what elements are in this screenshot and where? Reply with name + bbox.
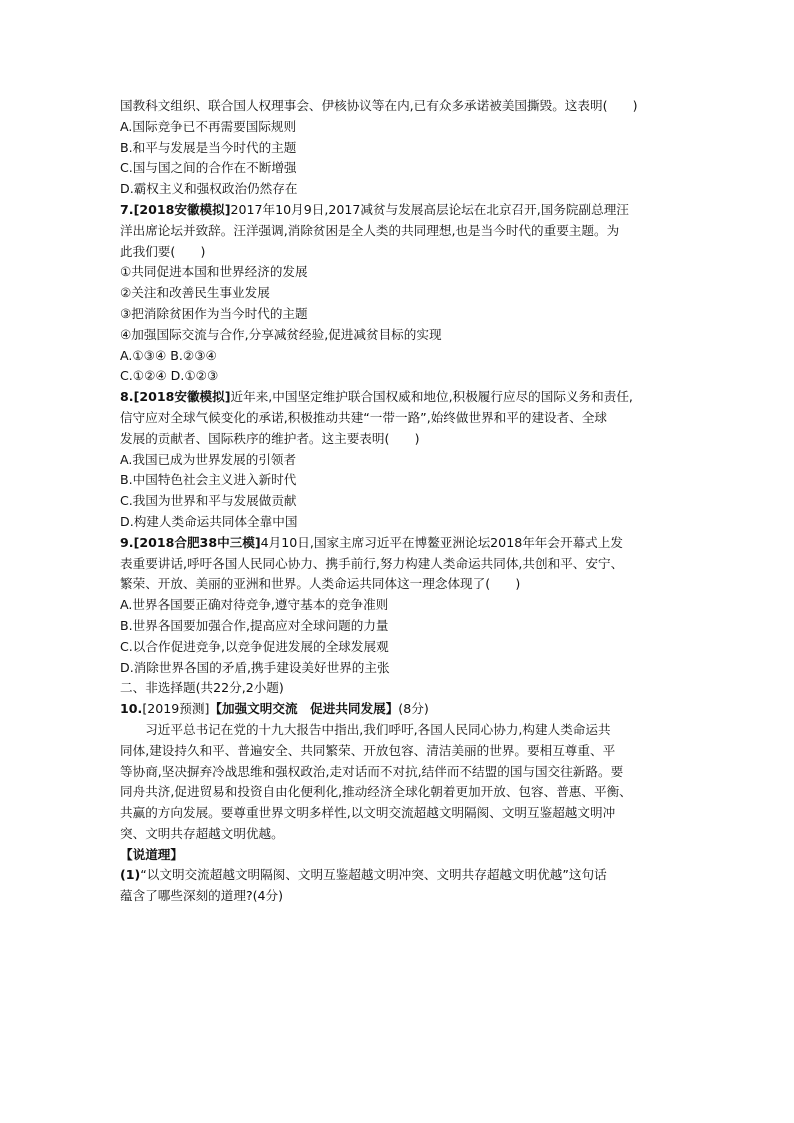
q8-stem-text-1: 近年来,中国坚定维护联合国权威和地位,积极履行应尽的国际义务和责任, [230,389,633,405]
q8-stem-line-2: 信守应对全球气候变化的承诺,积极推动共建“一带一路”,始终做世界和平的建设者、全球 [120,409,608,425]
q9-option-d: D.消除世界各国的矛盾,携手建设美好世界的主张 [120,659,390,675]
q8-option-d: D.构建人类命运共同体全靠中国 [120,513,298,529]
q7-item-2: ②关注和改善民生事业发展 [120,285,270,301]
q10-sub1-text-1: “以文明交流超越文明隔阂、文明互鉴超越文明冲突、文明共存超越文明优越”这句话 [140,867,607,883]
q7-source: [2018安徽模拟] [133,201,231,217]
q7-item-3: ③把消除贫困作为当今时代的主题 [120,305,308,321]
q6-option-d: D.霸权主义和强权政治仍然存在 [120,181,298,197]
q10-sub1-number: (1) [120,867,141,883]
q10-number: 10. [120,701,143,717]
q6-option-c: C.国与国之间的合作在不断增强 [120,160,297,176]
document-page [120,96,690,907]
q10-heading [120,699,690,720]
q10-paragraph-line-1: 习近平总书记在党的十九大报告中指出,我们呼吁,各国人民同心协力,构建人类命运共 [145,721,611,737]
q9-option-a: A.世界各国要正确对待竞争,遵守基本的竞争准则 [120,597,389,613]
q10-paragraph-line-2: 同体,建设持久和平、普遍安全、共同繁荣、开放包容、清洁美丽的世界。要相互尊重、平 [120,742,616,758]
q8-option-b: B.中国特色社会主义进入新时代 [120,472,297,488]
q7-stem-line-3: 此我们要( ) [120,243,206,259]
q10-sub-heading: 【说道理】 [120,846,183,862]
q7-stem-line-1 [120,200,690,221]
q9-stem-text-1: 4月10日,国家主席习近平在博鳌亚洲论坛2018年年会开幕式上发 [260,534,623,550]
q10-paragraph-line-6: 突、文明共存超越文明优越。 [120,825,284,841]
q6-option-a: A.国际竞争已不再需要国际规则 [120,118,297,134]
q10-source: [2019预测] [142,701,210,717]
section-2-heading: 二、非选择题(共22分,2小题) [120,680,284,696]
q8-option-c: C.我国为世界和平与发展做贡献 [120,493,297,509]
q10-sub1-line-1 [120,865,690,886]
q10-sub1-line-2: 蕴含了哪些深刻的道理?(4分) [120,888,284,904]
q7-stem-line-2: 洋出席论坛并致辞。汪洋强调,消除贫困是全人类的共同理想,也是当今时代的重要主题。为 [120,222,620,238]
q6-stem-tail: 国教科文组织、联合国人权理事会、伊核协议等在内,已有众多承诺被美国撕毁。这表明( ) [120,98,638,113]
q7-number: 7. [120,201,134,217]
q9-source: [2018合肥38中三模] [133,534,261,550]
q7-options-cd: C.①②④ D.①②③ [120,368,219,384]
q9-number: 9. [120,534,134,550]
q10-title: 【加强文明交流 促进共同发展】 [209,701,399,717]
q7-item-4: ④加强国际交流与合作,分享减贫经验,促进减贫目标的实现 [120,326,442,342]
q9-stem-line-1 [120,533,690,554]
q8-number: 8. [120,389,134,405]
q7-options-ab: A.①③④ B.②③④ [120,347,217,363]
q10-paragraph-line-5: 共赢的方向发展。要尊重世界文明多样性,以文明交流超越文明隔阂、文明互鉴超越文明冲 [120,805,616,821]
q9-stem-line-3: 繁荣、开放、美丽的亚洲和世界。人类命运共同体这一理念体现了( ) [120,576,521,592]
q7-stem-text-1: 2017年10月9日,2017减贫与发展高层论坛在北京召开,国务院副总理汪 [230,201,629,217]
q8-stem-line-3: 发展的贡献者、国际秩序的维护者。这主要表明( ) [120,430,420,446]
q8-stem-line-1 [120,387,690,408]
q10-paragraph-line-4: 同舟共济,促进贸易和投资自由化便利化,推动经济全球化朝着更加开放、包容、普惠、平衡、 [120,784,632,800]
q9-option-b: B.世界各国要加强合作,提高应对全球问题的力量 [120,617,389,633]
q9-stem-line-2: 表重要讲话,呼吁各国人民同心协力、携手前行,努力构建人类命运共同体,共创和平、安宁、 [120,555,624,571]
q9-option-c: C.以合作促进竞争,以竞争促进发展的全球发展观 [120,638,389,654]
q10-paragraph-line-3: 等协商,坚决摒弃冷战思维和强权政治,走对话而不对抗,结伴而不结盟的国与国交往新路。要 [120,763,624,779]
q7-item-1: ①共同促进本国和世界经济的发展 [120,264,308,280]
q8-source: [2018安徽模拟] [133,389,231,405]
q10-score: (8分) [398,701,429,717]
q8-option-a: A.我国已成为世界发展的引领者 [120,451,297,467]
q6-option-b: B.和平与发展是当今时代的主题 [120,139,297,155]
